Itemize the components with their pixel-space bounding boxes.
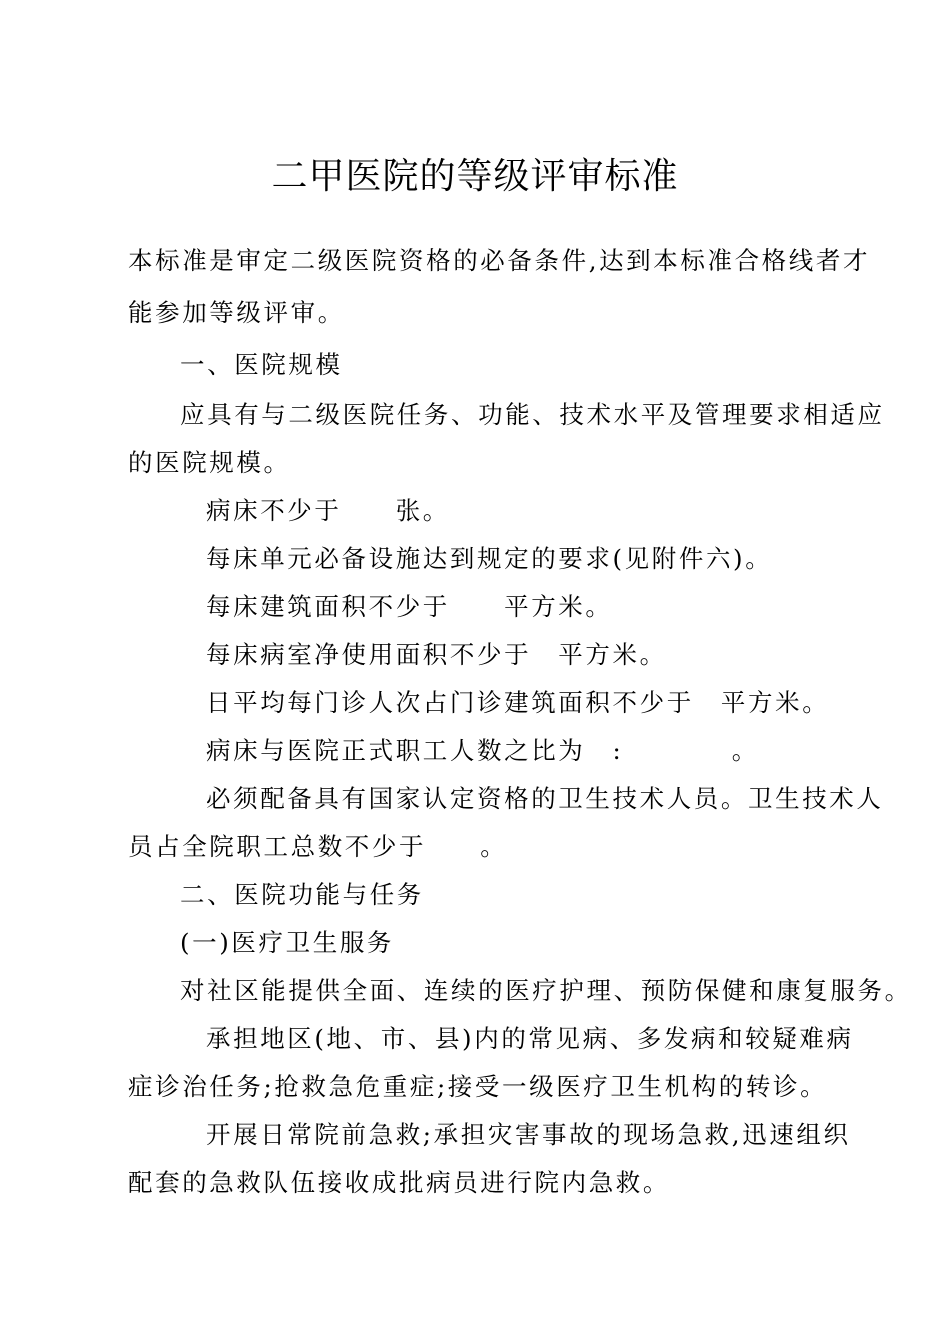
paragraph-line: 能参加等级评审。 bbox=[128, 298, 345, 327]
section-heading: 二、医院功能与任务 bbox=[180, 880, 424, 909]
requirement-line: 每床病室净使用面积不少于 平方米。 bbox=[206, 640, 667, 669]
requirement-line: 病床不少于 张。 bbox=[206, 496, 450, 525]
requirement-line: 日平均每门诊人次占门诊建筑面积不少于 平方米。 bbox=[206, 688, 830, 717]
paragraph-line: 症诊治任务;抢救急危重症;接受一级医疗卫生机构的转诊。 bbox=[128, 1072, 828, 1101]
paragraph-line: 开展日常院前急救;承担灾害事故的现场急救,迅速组织 bbox=[206, 1120, 851, 1149]
paragraph-line: 应具有与二级医院任务、功能、技术水平及管理要求相适应 bbox=[180, 400, 885, 429]
requirement-line: 每床单元必备设施达到规定的要求(见附件六)。 bbox=[206, 544, 773, 573]
document-title: 二甲医院的等级评审标准 bbox=[271, 156, 679, 197]
paragraph-line: 配套的急救队伍接收成批病员进行院内急救。 bbox=[128, 1168, 670, 1197]
paragraph-line: 对社区能提供全面、连续的医疗护理、预防保健和康复服务。 bbox=[180, 976, 912, 1005]
paragraph-line: 的医院规模。 bbox=[128, 448, 291, 477]
requirement-line: 病床与医院正式职工人数之比为 : 。 bbox=[206, 736, 759, 765]
section-heading: 一、医院规模 bbox=[180, 350, 343, 379]
paragraph-line: 本标准是审定二级医院资格的必备条件,达到本标准合格线者才 bbox=[128, 246, 871, 275]
paragraph-line: 员占全院职工总数不少于 。 bbox=[128, 832, 508, 861]
paragraph-line: 承担地区(地、市、县)内的常见病、多发病和较疑难病 bbox=[206, 1024, 854, 1053]
requirement-line: 每床建筑面积不少于 平方米。 bbox=[206, 592, 613, 621]
paragraph-line: 必须配备具有国家认定资格的卫生技术人员。卫生技术人 bbox=[206, 784, 884, 813]
subsection-heading: (一)医疗卫生服务 bbox=[180, 928, 395, 957]
